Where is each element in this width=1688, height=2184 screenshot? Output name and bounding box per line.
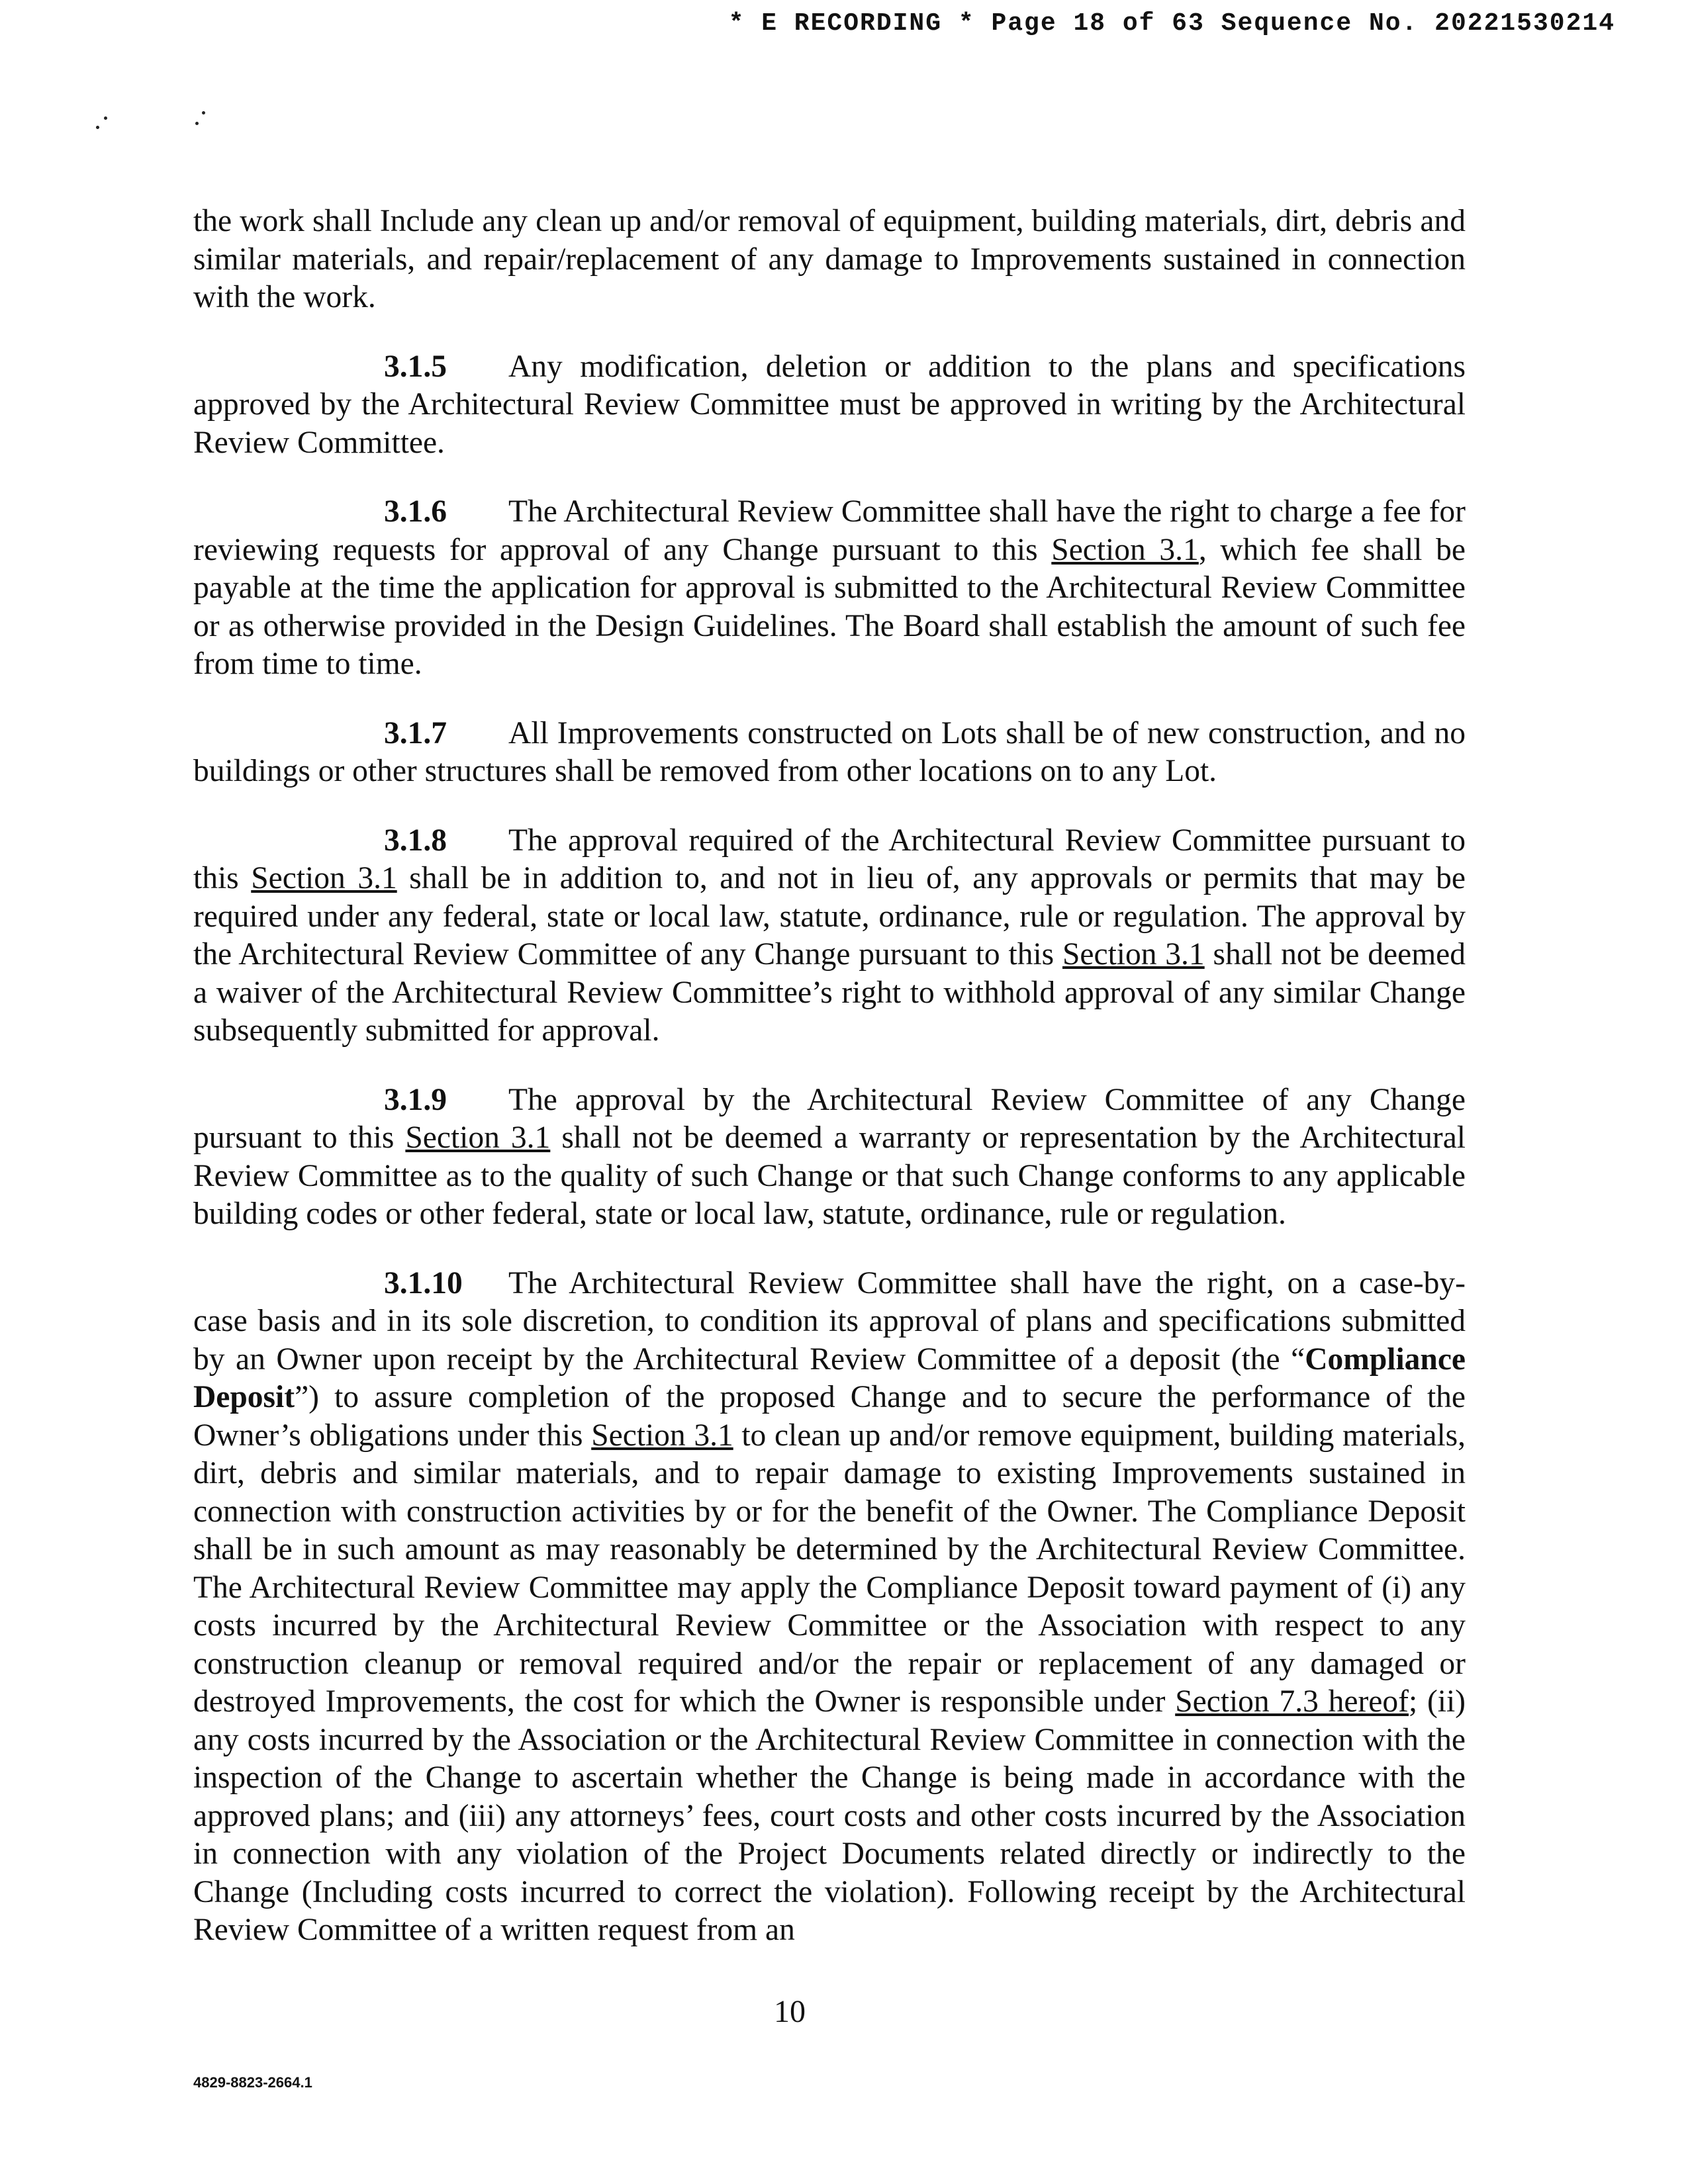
section-3-1-7 [193,715,1466,791]
scan-specks [89,106,222,139]
section-text: All Improvements constructed on Lots shall be of new construction, and no buildings or other structures shall be removed from other locations on to any Lot. [193,715,1466,788]
scan-speck [202,111,205,114]
section-text: to clean up and/or remove equipment, building materials, dirt, debris and similar materials, and to repair damage to existing Improvements sustained in connection with construction activities by or for the benefit of the Owner. The Compliance Deposit shall be in such amount as may reasonably be determined by the Architectural Review Committee. The Architectural Review Committee may apply the Compliance Deposit toward payment of (i) any costs incurred by the Architectural Review Committee or the Association with respect to any construction cleanup or removal required and/or the repair or replacement of any damaged or destroyed Improvements, the cost for which the Owner is responsible under [193,1418,1466,1719]
scan-speck [104,116,107,120]
section-3-1-10 [193,1265,1466,1950]
section-reference: Section 3.1 [251,861,397,895]
scan-speck [195,122,199,125]
section-text: ”) to assure completion of the proposed Change and to secure the performance of the Owner’s obligations under this [193,1380,1466,1453]
section-number: 3.1.8 [384,823,447,858]
section-text: shall be in addition to, and not in lieu of, any approvals or permits that may be required under any federal, state or local law, statute, ordinance, rule or regulation. The approval by the Architectural Review Committee of any Change pursuant to this [193,861,1466,972]
section-text: Any modification, deletion or addition to the plans and specifications approved by the Architectural Review Committee must be approved in writing by the Architectural Review Committee. [193,349,1466,460]
section-text: The approval required of the Architectural Review Committee pursuant to this [193,823,1466,895]
section-text: shall not be deemed a warranty or representation by the Architectural Review Committee as to the quality of such Change or that such Change conforms to any applicable building codes or other federal, state or local law, statute, ordinance, rule or regulation. [193,1120,1466,1231]
document-body [193,203,1466,1981]
defined-term: Compliance Deposit [193,1342,1466,1414]
section-reference: Section 7.3 hereof [1175,1684,1409,1719]
section-text: ; (ii) any costs incurred by the Association or the Architectural Review Committee in connection with the inspection of the Change to ascertain whether the Change is being made in accordance with the approved plans; and (iii) any attorneys’ fees, court costs and other costs incurred by the Association in connection with any violation of the Project Documents related directly or indirectly to the Change (Including costs incurred to correct the violation). Following receipt by the Architectural Review Committee of a written request from an [193,1684,1466,1947]
section-text: The Architectural Review Committee shall have the right to charge a fee for reviewing requests for approval of any Change pursuant to this [193,494,1466,567]
section-text: , which fee shall be payable at the time the application for approval is submitted to the Architectural Review Committee or as otherwise provided in the Design Guidelines. The Board shall establish the amount of such fee from time to time. [193,532,1466,681]
section-text: shall not be deemed a waiver of the Architectural Review Committee’s right to withhold approval of any similar Change subsequently submitted for approval. [193,937,1466,1048]
section-3-1-9 [193,1081,1466,1234]
section-number: 3.1.5 [384,349,447,384]
scan-speck [96,126,99,129]
section-text: The Architectural Review Committee shall have the right, on a case-by-case basis and in its sole discretion, to condition its approval of plans and specifications submitted by an Owner upon receipt by the Architectural Review Committee of a deposit (the “ [193,1265,1466,1377]
section-3-1-8 [193,822,1466,1050]
section-reference: Section 3.1 [405,1120,551,1155]
section-3-1-6 [193,493,1466,684]
section-number: 3.1.7 [384,715,447,751]
section-text: The approval by the Architectural Review Committee of any Change pursuant to this [193,1082,1466,1155]
recording-stamp: * E RECORDING * Page 18 of 63 Sequence No. 20221530214 [728,9,1615,38]
section-number: 3.1.6 [384,494,447,529]
section-reference: Section 3.1 [1062,937,1205,972]
section-3-1-5 [193,348,1466,463]
section-number: 3.1.10 [384,1265,463,1300]
section-number: 3.1.9 [384,1082,447,1117]
section-reference: Section 3.1 [1051,532,1199,567]
page-number: 10 [774,1994,806,2029]
paragraph-continued: the work shall Include any clean up and/or removal of equipment, building materials, dirt, debris and similar materials, and repair/replacement of any damage to Improvements sustained in connection with the work. [193,204,1466,314]
document-id: 4829-8823-2664.1 [193,2074,312,2091]
section-reference: Section 3.1 [591,1418,733,1453]
